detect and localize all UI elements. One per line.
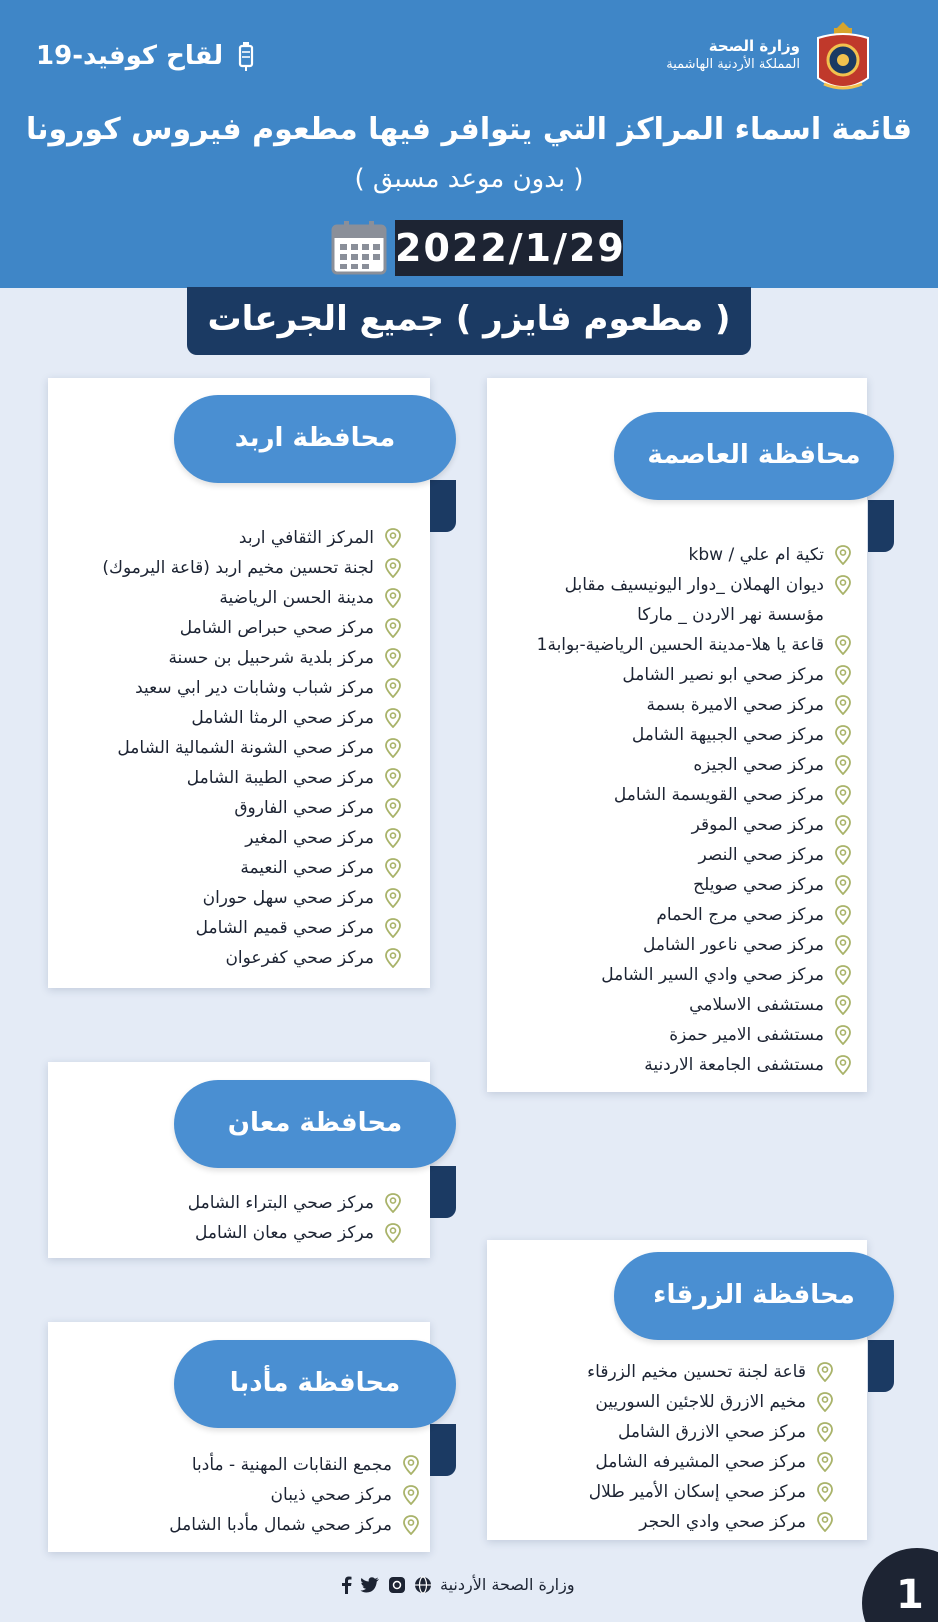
ministry-block: [666, 36, 800, 74]
facebook-icon[interactable]: [340, 1576, 352, 1594]
location-pin-icon: [834, 575, 852, 595]
location-pin-icon: [834, 875, 852, 895]
globe-icon[interactable]: [414, 1576, 432, 1594]
list-item: مركز صحي الشونة الشمالية الشامل: [102, 733, 402, 763]
madaba-tab-fold: [430, 1424, 456, 1476]
location-pin-icon: [816, 1422, 834, 1442]
list-item: المركز الثقافي اربد: [102, 523, 402, 553]
list-item: مركز صحي قميم الشامل: [102, 913, 402, 943]
list-item: مركز صحي سهل حوران: [102, 883, 402, 913]
location-pin-icon: [834, 635, 852, 655]
location-pin-icon: [384, 1193, 402, 1213]
location-pin-icon: [402, 1485, 420, 1505]
location-pin-icon: [402, 1455, 420, 1475]
list-item: مركز صحي الجيزه: [537, 750, 852, 780]
list-item: مركز صحي وادي السير الشامل: [537, 960, 852, 990]
zarqa-tab-fold: [868, 1340, 894, 1392]
location-pin-icon: [834, 815, 852, 835]
location-pin-icon: [384, 738, 402, 758]
zarqa-governorate-tab: محافظة الزرقاء: [614, 1252, 894, 1340]
list-item: مركز صحي القويسمة الشامل: [537, 780, 852, 810]
location-pin-icon: [816, 1452, 834, 1472]
list-item: مركز بلدية شرحبيل بن حسنة: [102, 643, 402, 673]
capital-list: [537, 540, 852, 1080]
location-pin-icon: [834, 695, 852, 715]
location-pin-icon: [384, 648, 402, 668]
location-pin-icon: [384, 678, 402, 698]
list-item: مركز صحي شمال مأدبا الشامل: [169, 1510, 420, 1540]
kingdom-name: المملكة الأردنية الهاشمية: [666, 57, 800, 73]
list-item: مجمع النقابات المهنية - مأدبا: [169, 1450, 420, 1480]
maan-list: [188, 1188, 402, 1248]
location-pin-icon: [834, 935, 852, 955]
list-item: مركز صحي ناعور الشامل: [537, 930, 852, 960]
list-item: مركز صحي الفاروق: [102, 793, 402, 823]
location-pin-icon: [816, 1362, 834, 1382]
location-pin-icon: [402, 1515, 420, 1535]
irbid-governorate-tab: محافظة اربد: [174, 395, 456, 483]
list-item: مركز صحي البتراء الشامل: [188, 1188, 402, 1218]
page-title: قائمة اسماء المراكز التي يتوافر فيها مطعوم فيروس كورونا: [25, 112, 913, 147]
location-pin-icon: [834, 995, 852, 1015]
footer: [340, 1575, 575, 1594]
location-pin-icon: [384, 798, 402, 818]
ministry-name: وزارة الصحة: [708, 37, 800, 55]
maan-tab-fold: [430, 1166, 456, 1218]
location-pin-icon: [834, 905, 852, 925]
location-pin-icon: [384, 558, 402, 578]
list-item: مستشفى الامير حمزة: [537, 1020, 852, 1050]
list-item: مركز صحي ابو نصير الشامل: [537, 660, 852, 690]
list-item: مركز صحي الرمثا الشامل: [102, 703, 402, 733]
location-pin-icon: [384, 588, 402, 608]
twitter-icon[interactable]: [360, 1576, 380, 1594]
location-pin-icon: [834, 665, 852, 685]
jordan-emblem-icon: [810, 18, 876, 96]
date-badge: 2022/1/29: [395, 220, 623, 276]
page-subtitle: ( بدون موعد مسبق ): [354, 164, 584, 194]
location-pin-icon: [384, 948, 402, 968]
list-item: مستشفى الجامعة الاردنية: [537, 1050, 852, 1080]
location-pin-icon: [834, 545, 852, 565]
maan-governorate-tab: محافظة معان: [174, 1080, 456, 1168]
location-pin-icon: [816, 1482, 834, 1502]
location-pin-icon: [384, 858, 402, 878]
instagram-icon[interactable]: [388, 1576, 406, 1594]
list-item: قاعة يا هلا-مدينة الحسين الرياضية-بوابة1: [537, 630, 852, 660]
location-pin-icon: [834, 755, 852, 775]
vaccine-syringe-icon: [231, 40, 261, 72]
list-item: مركز صحي صويلح: [537, 870, 852, 900]
covid-label-text: لقاح كوفيد-19: [36, 41, 224, 71]
location-pin-icon: [384, 528, 402, 548]
location-pin-icon: [384, 618, 402, 638]
list-item: مركز صحي المشيرفه الشامل: [587, 1447, 834, 1477]
list-item: مستشفى الاسلامي: [537, 990, 852, 1020]
location-pin-icon: [384, 768, 402, 788]
list-item: مركز صحي المغير: [102, 823, 402, 853]
list-item: مركز صحي ذيبان: [169, 1480, 420, 1510]
capital-tab-fold: [868, 500, 894, 552]
list-item: مركز صحي النصر: [537, 840, 852, 870]
location-pin-icon: [834, 845, 852, 865]
list-item: تكية ام علي / kbw: [537, 540, 852, 570]
list-item: مركز صحي وادي الحجر: [587, 1507, 834, 1537]
list-item: مركز صحي معان الشامل: [188, 1218, 402, 1248]
list-item: مركز صحي مرج الحمام: [537, 900, 852, 930]
list-item: مؤسسة نهر الاردن _ ماركا: [637, 605, 824, 625]
header-banner: [0, 0, 938, 288]
capital-governorate-tab: محافظة العاصمة: [614, 412, 894, 500]
vaccine-type-banner: ( مطعوم فايزر ) جميع الجرعات: [187, 287, 751, 355]
location-pin-icon: [834, 785, 852, 805]
location-pin-icon: [834, 1055, 852, 1075]
irbid-tab-fold: [430, 480, 456, 532]
list-item: مركز صحي إسكان الأمير طلال: [587, 1477, 834, 1507]
calendar-icon: [330, 220, 388, 276]
list-item: مركز صحي الجبيهة الشامل: [537, 720, 852, 750]
list-item: مركز صحي كفرعوان: [102, 943, 402, 973]
list-item: قاعة لجنة تحسين مخيم الزرقاء: [587, 1357, 834, 1387]
location-pin-icon: [384, 888, 402, 908]
list-item: مركز صحي الازرق الشامل: [587, 1417, 834, 1447]
location-pin-icon: [816, 1512, 834, 1532]
list-item: ديوان الهملان _دوار اليونيسيف مقابل: [537, 570, 852, 600]
covid-vaccine-label: [36, 40, 261, 72]
list-item: مركز شباب وشابات دير ابي سعيد: [102, 673, 402, 703]
list-item: مركز صحي حبراص الشامل: [102, 613, 402, 643]
location-pin-icon: [834, 725, 852, 745]
list-item: مركز صحي الاميرة بسمة: [537, 690, 852, 720]
madaba-governorate-tab: محافظة مأدبا: [174, 1340, 456, 1428]
zarqa-list: [587, 1357, 834, 1537]
irbid-list: [102, 523, 402, 973]
list-item: مركز صحي الموقر: [537, 810, 852, 840]
location-pin-icon: [384, 708, 402, 728]
list-item: مخيم الازرق للاجئين السوريين: [587, 1387, 834, 1417]
location-pin-icon: [834, 1025, 852, 1045]
location-pin-icon: [384, 918, 402, 938]
madaba-list: [169, 1450, 420, 1540]
list-item: مدينة الحسن الرياضية: [102, 583, 402, 613]
footer-ministry: وزارة الصحة الأردنية: [440, 1575, 575, 1594]
location-pin-icon: [384, 828, 402, 848]
list-item: مركز صحي النعيمة: [102, 853, 402, 883]
location-pin-icon: [816, 1392, 834, 1412]
list-item: مركز صحي الطيبة الشامل: [102, 763, 402, 793]
list-item: لجنة تحسين مخيم اربد (قاعة اليرموك): [102, 553, 402, 583]
location-pin-icon: [834, 965, 852, 985]
page-number-badge: 1: [862, 1548, 938, 1622]
location-pin-icon: [384, 1223, 402, 1243]
